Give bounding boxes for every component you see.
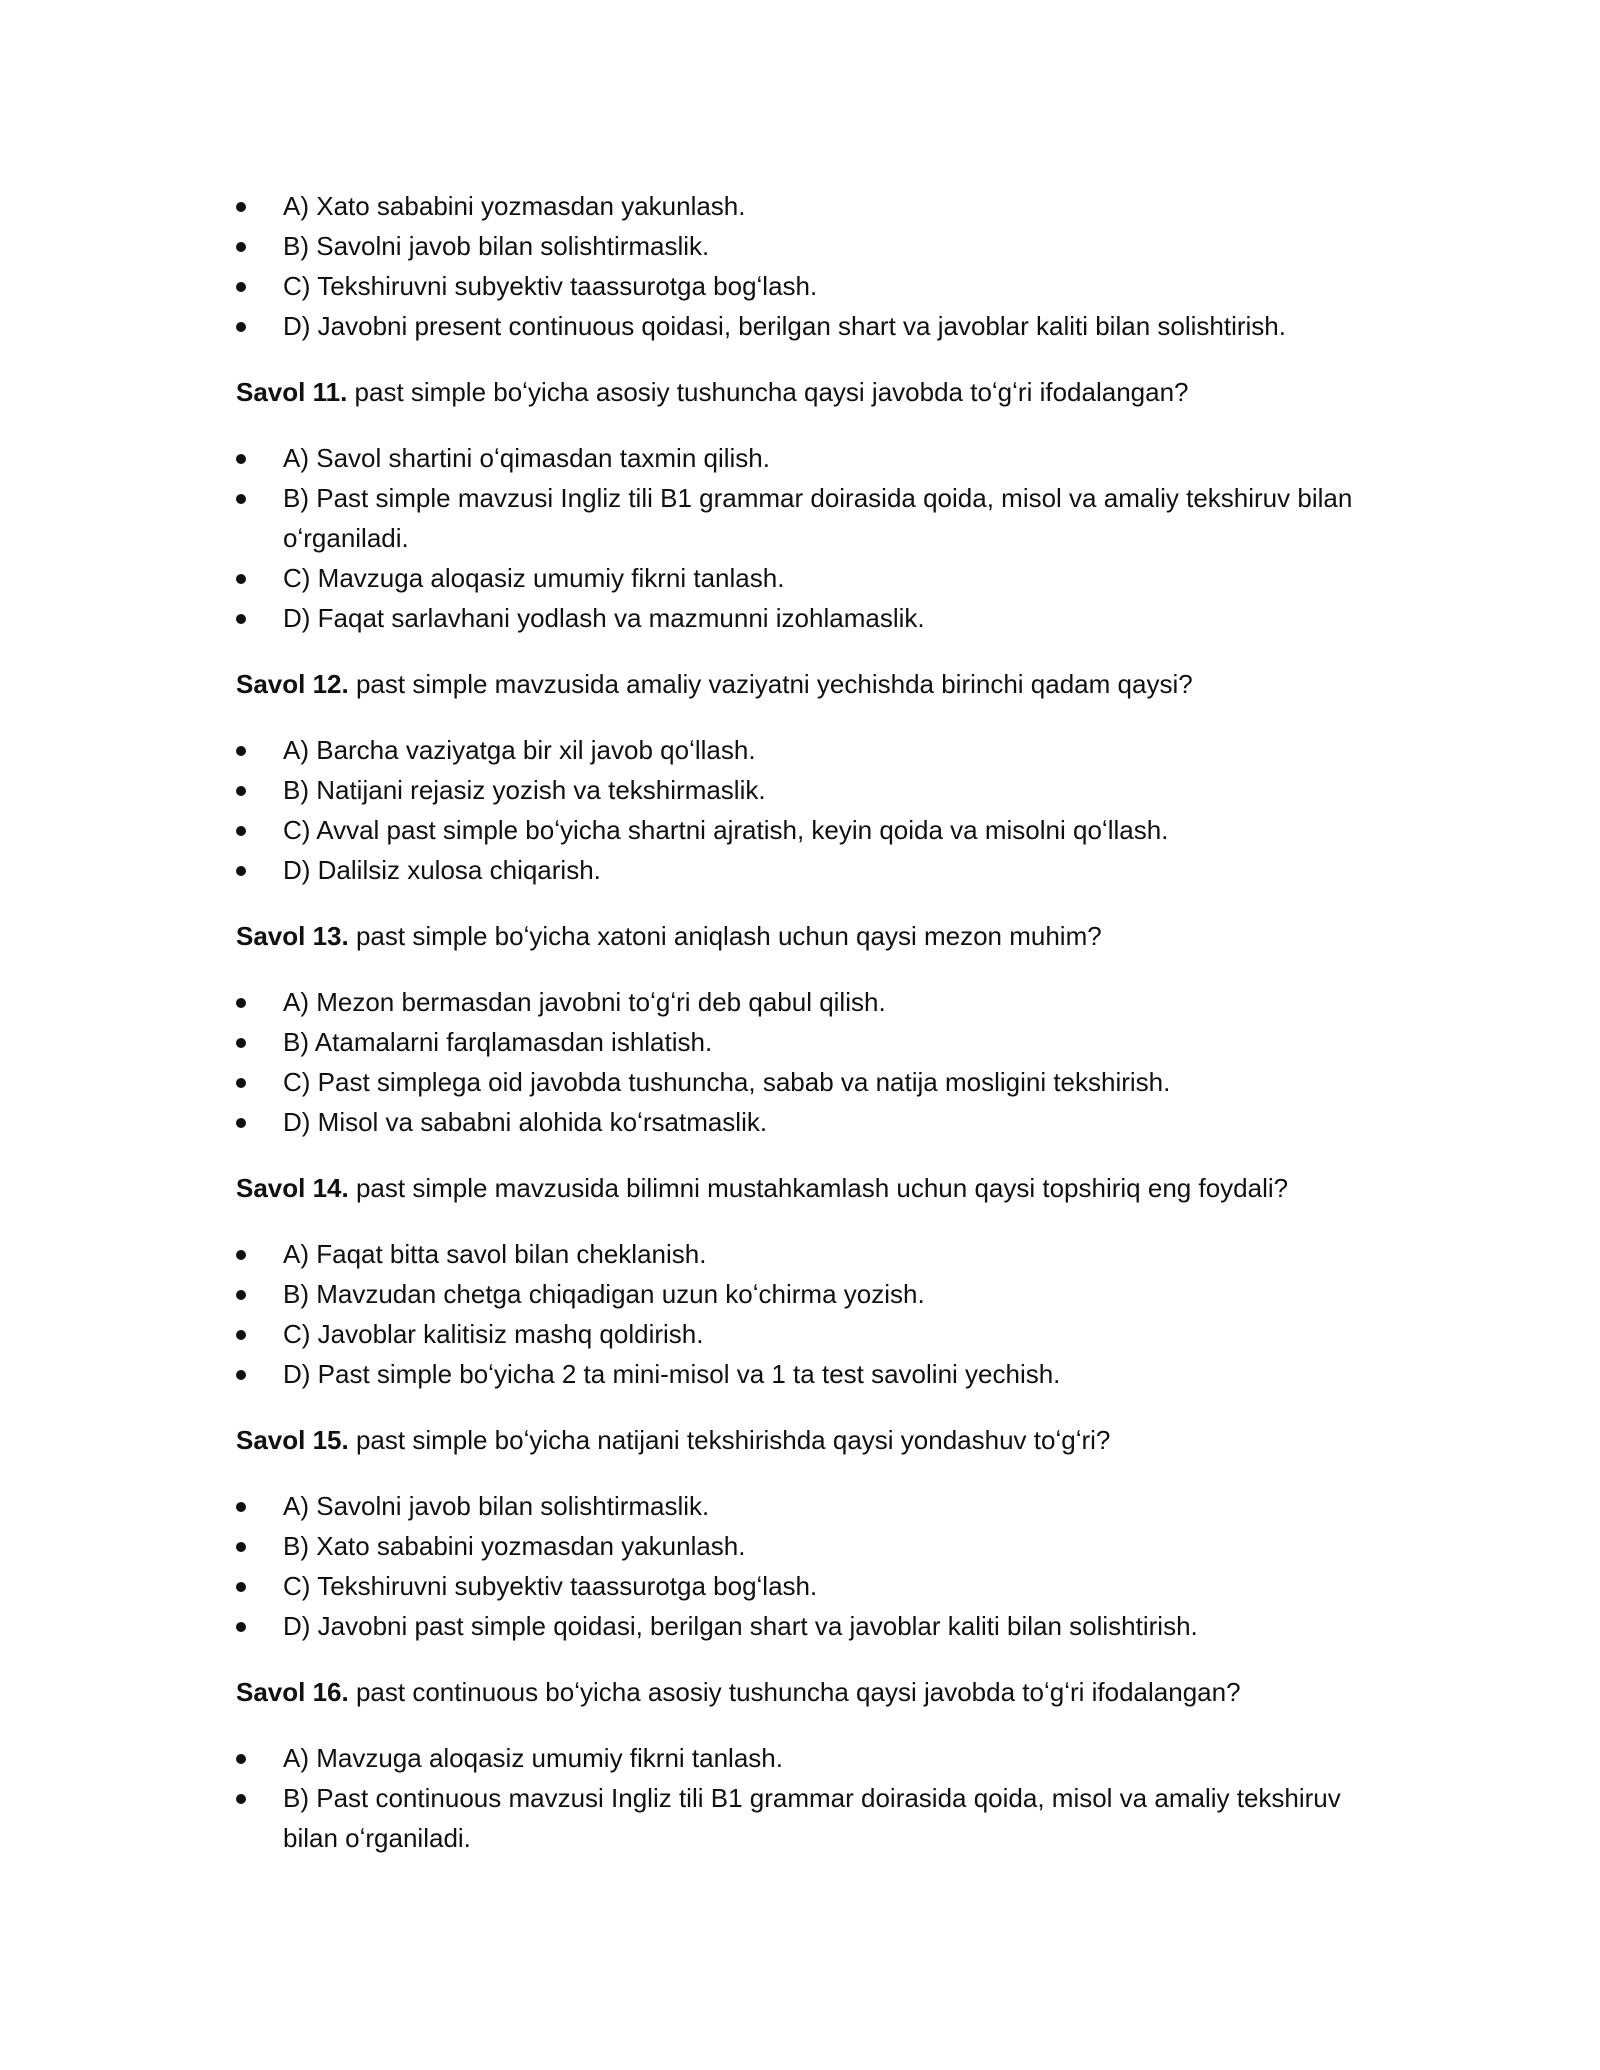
option-text: A) Xato sababini yozmasdan yakunlash. bbox=[283, 191, 746, 221]
option-text: B) Savolni javob bilan solishtirmaslik. bbox=[283, 231, 710, 261]
option-list bbox=[236, 1738, 1396, 1858]
option-text: B) Xato sababini yozmasdan yakunlash. bbox=[283, 1531, 746, 1561]
option-item bbox=[236, 226, 1396, 266]
bullet-icon bbox=[236, 1622, 246, 1632]
bullet-icon bbox=[236, 1582, 246, 1592]
bullet-icon bbox=[236, 866, 246, 876]
bullet-icon bbox=[236, 1502, 246, 1512]
bullet-icon bbox=[236, 746, 246, 756]
question-block-13 bbox=[236, 916, 1396, 1142]
question-block-14 bbox=[236, 1168, 1396, 1394]
option-item bbox=[236, 1566, 1396, 1606]
option-list bbox=[236, 1486, 1396, 1646]
question-heading bbox=[236, 1672, 1396, 1712]
option-item bbox=[236, 1022, 1396, 1062]
option-text: B) Natijani rejasiz yozish va tekshirmaslik. bbox=[283, 775, 766, 805]
question-text: past simple boʻyicha xatoni aniqlash uchun qaysi mezon muhim? bbox=[348, 921, 1102, 951]
option-text: D) Misol va sababni alohida koʻrsatmaslik. bbox=[283, 1107, 768, 1137]
bullet-icon bbox=[236, 494, 246, 504]
bullet-icon bbox=[236, 1290, 246, 1300]
bullet-icon bbox=[236, 1330, 246, 1340]
option-text: B) Past simple mavzusi Ingliz tili B1 grammar doirasida qoida, misol va amaliy tekshiruv bilan oʻrganiladi. bbox=[283, 483, 1353, 553]
option-item bbox=[236, 850, 1396, 890]
option-item bbox=[236, 1102, 1396, 1142]
question-heading bbox=[236, 1420, 1396, 1460]
bullet-icon bbox=[236, 998, 246, 1008]
option-item bbox=[236, 1778, 1396, 1858]
option-text: A) Mavzuga aloqasiz umumiy fikrni tanlash. bbox=[283, 1743, 783, 1773]
option-text: C) Javoblar kalitisiz mashq qoldirish. bbox=[283, 1319, 704, 1349]
bullet-icon bbox=[236, 614, 246, 624]
bullet-icon bbox=[236, 1250, 246, 1260]
option-text: D) Past simple boʻyicha 2 ta mini-misol va 1 ta test savolini yechish. bbox=[283, 1359, 1061, 1389]
option-item bbox=[236, 598, 1396, 638]
question-number: Savol 15. bbox=[236, 1425, 349, 1455]
option-text: D) Javobni past simple qoidasi, berilgan shart va javoblar kaliti bilan solishtirish. bbox=[283, 1611, 1198, 1641]
option-list bbox=[236, 438, 1396, 638]
option-item bbox=[236, 558, 1396, 598]
option-item bbox=[236, 1606, 1396, 1646]
option-item bbox=[236, 1062, 1396, 1102]
bullet-icon bbox=[236, 202, 246, 212]
option-text: A) Faqat bitta savol bilan cheklanish. bbox=[283, 1239, 707, 1269]
question-number: Savol 16. bbox=[236, 1677, 349, 1707]
bullet-icon bbox=[236, 786, 246, 796]
option-list bbox=[236, 982, 1396, 1142]
option-text: A) Savol shartini oʻqimasdan taxmin qilish. bbox=[283, 443, 770, 473]
option-text: C) Tekshiruvni subyektiv taassurotga bogʻlash. bbox=[283, 1571, 818, 1601]
question-text: past simple mavzusida amaliy vaziyatni yechishda birinchi qadam qaysi? bbox=[348, 669, 1193, 699]
bullet-icon bbox=[236, 1754, 246, 1764]
question-heading bbox=[236, 1168, 1396, 1208]
bullet-icon bbox=[236, 322, 246, 332]
option-text: D) Faqat sarlavhani yodlash va mazmunni izohlamaslik. bbox=[283, 603, 925, 633]
question-number: Savol 11. bbox=[236, 377, 348, 407]
option-text: A) Mezon bermasdan javobni toʻgʻri deb qabul qilish. bbox=[283, 987, 886, 1017]
option-text: B) Mavzudan chetga chiqadigan uzun koʻchirma yozish. bbox=[283, 1279, 925, 1309]
option-text: A) Barcha vaziyatga bir xil javob qoʻllash. bbox=[283, 735, 756, 765]
bullet-icon bbox=[236, 1794, 246, 1804]
bullet-icon bbox=[236, 1542, 246, 1552]
option-item bbox=[236, 810, 1396, 850]
option-item bbox=[236, 1274, 1396, 1314]
option-item bbox=[236, 266, 1396, 306]
option-list bbox=[236, 730, 1396, 890]
question-block-12 bbox=[236, 664, 1396, 890]
question-block-16 bbox=[236, 1672, 1396, 1858]
option-item bbox=[236, 186, 1396, 226]
question-heading bbox=[236, 372, 1396, 412]
option-text: D) Javobni present continuous qoidasi, berilgan shart va javoblar kaliti bilan solishtirish. bbox=[283, 311, 1286, 341]
option-item bbox=[236, 1234, 1396, 1274]
option-text: D) Dalilsiz xulosa chiqarish. bbox=[283, 855, 601, 885]
question-text: past simple boʻyicha asosiy tushuncha qaysi javobda toʻgʻri ifodalangan? bbox=[347, 377, 1189, 407]
bullet-icon bbox=[236, 826, 246, 836]
option-text: C) Mavzuga aloqasiz umumiy fikrni tanlash. bbox=[283, 563, 785, 593]
question-number: Savol 14. bbox=[236, 1173, 349, 1203]
option-list bbox=[236, 1234, 1396, 1394]
question-heading bbox=[236, 664, 1396, 704]
option-item bbox=[236, 1486, 1396, 1526]
bullet-icon bbox=[236, 242, 246, 252]
option-text: C) Avval past simple boʻyicha shartni ajratish, keyin qoida va misolni qoʻllash. bbox=[283, 815, 1169, 845]
bullet-icon bbox=[236, 282, 246, 292]
question-block-15 bbox=[236, 1420, 1396, 1646]
bullet-icon bbox=[236, 1118, 246, 1128]
option-item bbox=[236, 1738, 1396, 1778]
question-text: past continuous boʻyicha asosiy tushuncha qaysi javobda toʻgʻri ifodalangan? bbox=[348, 1677, 1241, 1707]
option-item bbox=[236, 730, 1396, 770]
option-item bbox=[236, 1526, 1396, 1566]
bullet-icon bbox=[236, 574, 246, 584]
option-text: C) Past simplega oid javobda tushuncha, sabab va natija mosligini tekshirish. bbox=[283, 1067, 1171, 1097]
question-number: Savol 13. bbox=[236, 921, 349, 951]
option-text: C) Tekshiruvni subyektiv taassurotga bogʻlash. bbox=[283, 271, 818, 301]
option-item bbox=[236, 770, 1396, 810]
option-text: B) Atamalarni farqlamasdan ishlatish. bbox=[283, 1027, 713, 1057]
bullet-icon bbox=[236, 1078, 246, 1088]
question-block-11 bbox=[236, 372, 1396, 638]
option-item bbox=[236, 982, 1396, 1022]
question-heading bbox=[236, 916, 1396, 956]
option-item bbox=[236, 306, 1396, 346]
question-text: past simple boʻyicha natijani tekshirishda qaysi yondashuv toʻgʻri? bbox=[348, 1425, 1111, 1455]
question-number: Savol 12. bbox=[236, 669, 349, 699]
bullet-icon bbox=[236, 1370, 246, 1380]
option-item bbox=[236, 1354, 1396, 1394]
intro-option-list bbox=[236, 186, 1396, 346]
bullet-icon bbox=[236, 454, 246, 464]
option-text: B) Past continuous mavzusi Ingliz tili B1 grammar doirasida qoida, misol va amaliy tekshiruv bilan oʻrganiladi. bbox=[283, 1783, 1341, 1853]
option-text: A) Savolni javob bilan solishtirmaslik. bbox=[283, 1491, 710, 1521]
document-page bbox=[236, 186, 1396, 1858]
question-text: past simple mavzusida bilimni mustahkamlash uchun qaysi topshiriq eng foydali? bbox=[348, 1173, 1289, 1203]
option-item bbox=[236, 478, 1396, 558]
option-item bbox=[236, 1314, 1396, 1354]
option-item bbox=[236, 438, 1396, 478]
bullet-icon bbox=[236, 1038, 246, 1048]
